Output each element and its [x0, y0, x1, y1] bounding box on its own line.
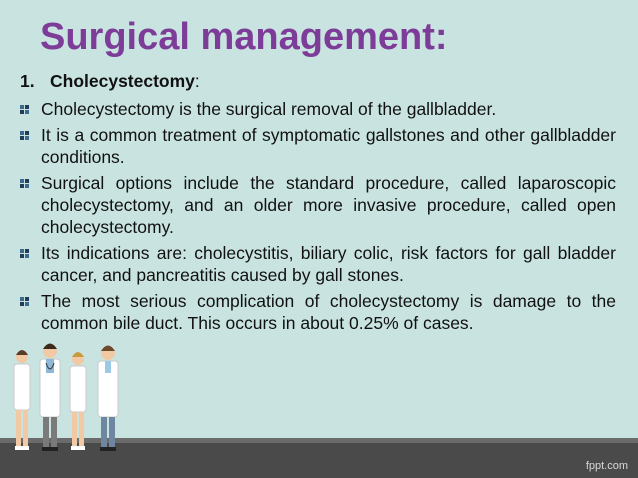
subheading-term: Cholecystectomy [50, 71, 195, 91]
square-bullet-icon [20, 105, 29, 114]
nurse-figure-icon [14, 350, 30, 450]
slide-title: Surgical management: [40, 16, 448, 58]
doctor-figure-icon [98, 346, 118, 452]
list-item [20, 98, 616, 120]
list-item [20, 242, 616, 286]
bullet-text: Cholecystectomy is the surgical removal of the gallbladder. [41, 99, 497, 119]
square-bullet-icon [20, 131, 29, 140]
list-item [20, 172, 616, 238]
square-bullet-icon [20, 297, 29, 306]
subheading-text [50, 70, 200, 92]
bullet-text: Surgical options include the standard procedure, called laparoscopic cholecystectomy, and an older more invasive procedure, called open cholecystectomy. [41, 173, 616, 237]
bullet-text: It is a common treatment of symptomatic gallstones and other gallbladder conditions. [41, 125, 616, 167]
bullet-text: Its indications are: cholecystitis, biliary colic, risk factors for gall bladder cancer, and pancreatitis caused by gall stones. [41, 243, 616, 285]
bullet-list [20, 98, 616, 334]
list-item [20, 290, 616, 334]
doctor-figure-icon [40, 344, 60, 452]
nurse-figure-icon [70, 352, 86, 450]
list-item [20, 124, 616, 168]
subheading-suffix: : [194, 71, 200, 91]
bullet-text: The most serious complication of cholecystectomy is damage to the common bile duct. This occurs in about 0.25% of cases. [41, 291, 616, 333]
watermark: fppt.com [585, 460, 628, 472]
medical-staff-illustration [6, 335, 130, 459]
square-bullet-icon [20, 179, 29, 188]
slide-content [20, 70, 616, 338]
subheading [20, 70, 616, 92]
square-bullet-icon [20, 249, 29, 258]
subheading-number: 1. [20, 71, 35, 91]
